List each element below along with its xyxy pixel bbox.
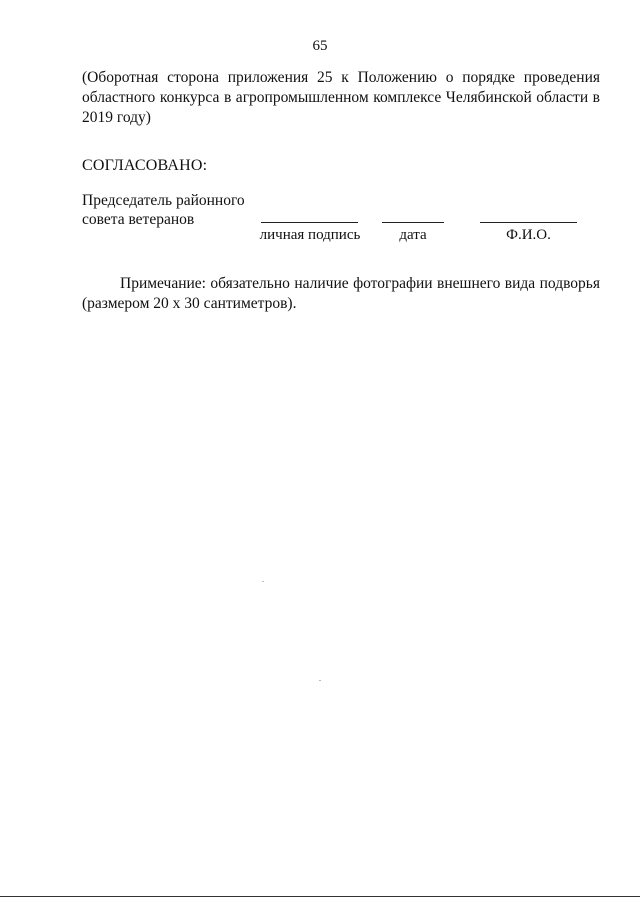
approved-label: СОГЛАСОВАНО: bbox=[82, 157, 208, 174]
name-field-label: Ф.И.О. bbox=[506, 227, 551, 243]
scan-speck bbox=[262, 581, 264, 582]
page-bottom-rule bbox=[0, 896, 640, 897]
date-line bbox=[382, 222, 444, 223]
photo-requirement-note: Примечание: обязательно наличие фотографии внешнего вида подворья (размером 20 х 30 сантиметров). bbox=[82, 275, 600, 312]
date-field-label: дата bbox=[399, 227, 427, 243]
page-number: 65 bbox=[312, 38, 328, 54]
signatory-role-line-1: Председатель районного bbox=[82, 192, 245, 209]
signature-line bbox=[261, 222, 358, 223]
signatory-role bbox=[82, 191, 282, 229]
appendix-header-note: (Оборотная сторона приложения 25 к Положению о порядке проведения областного конкурса в агропромышленном комплексе Челябинской области в 2019 году) bbox=[82, 69, 600, 126]
scan-speck bbox=[319, 680, 321, 681]
signature-field-label: личная подпись bbox=[259, 227, 361, 243]
name-line bbox=[480, 222, 577, 223]
signatory-role-line-2: совета ветеранов bbox=[82, 211, 195, 228]
